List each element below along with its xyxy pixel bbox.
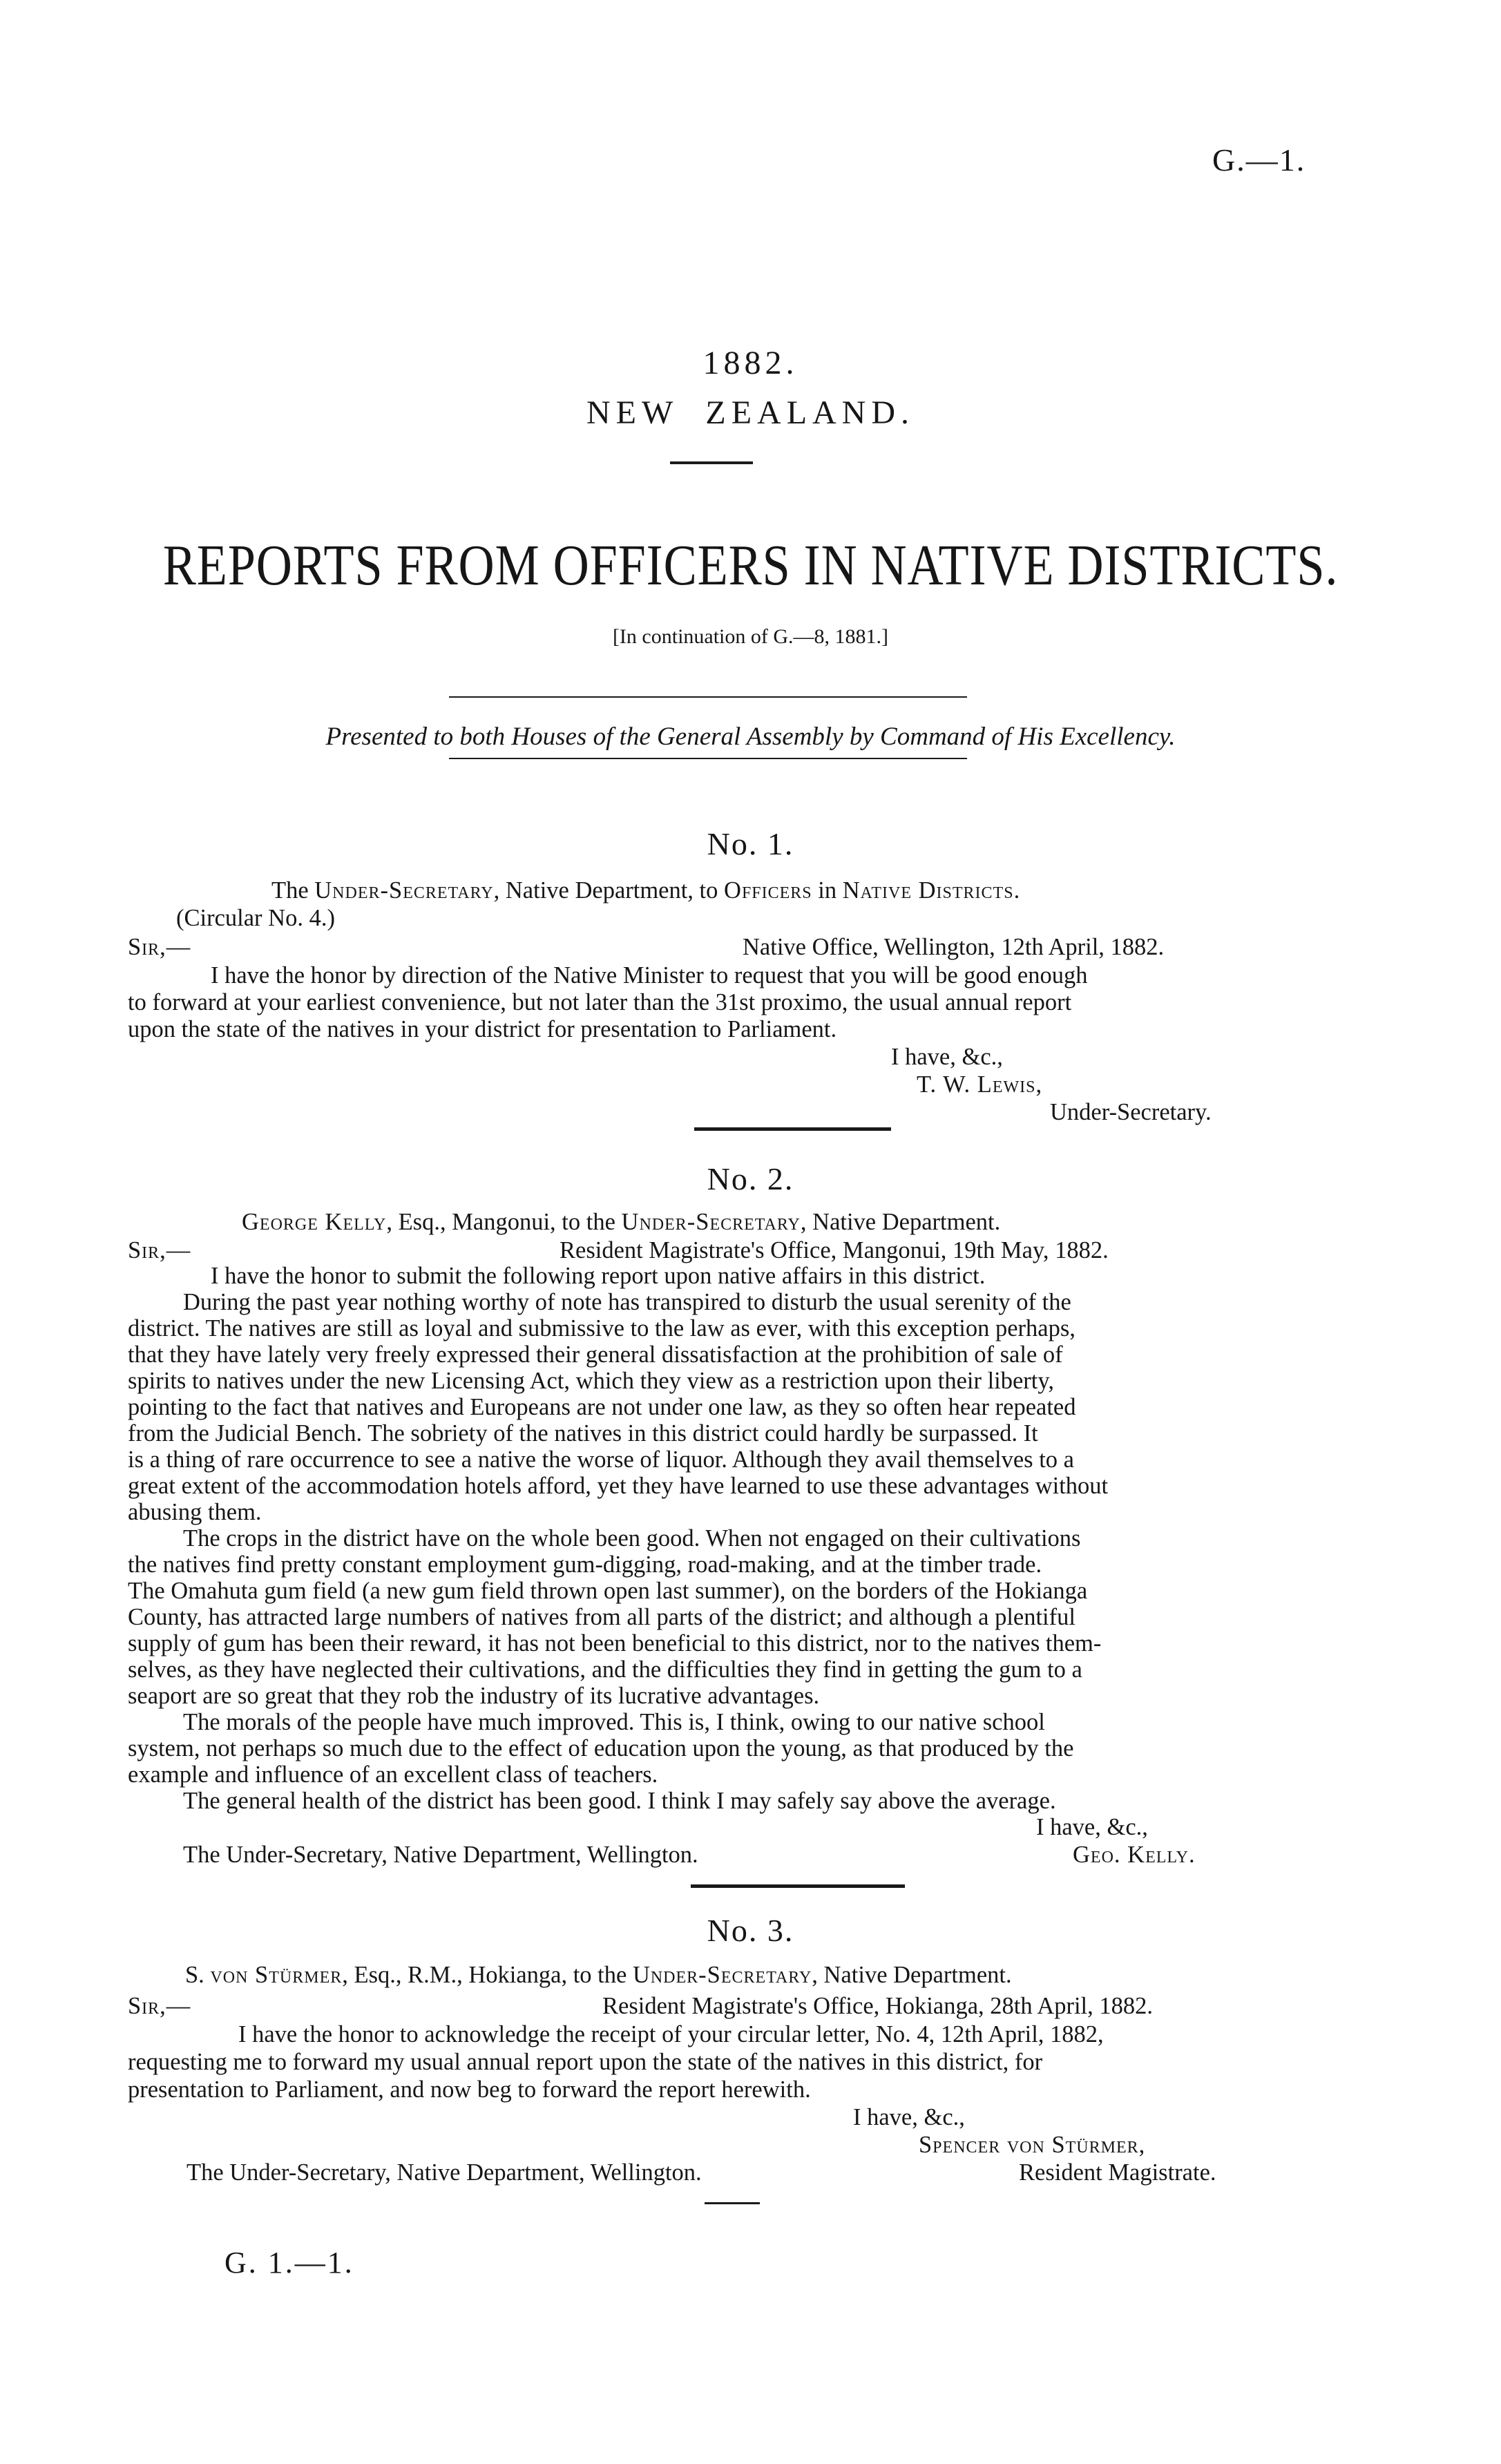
no3-body-line: requesting me to forward my usual annual report upon the state of the natives in this district, for	[128, 2049, 1043, 2075]
no3-number: No. 3.	[707, 1913, 794, 1948]
no2-body-line: I have the honor to submit the following report upon native affairs in this district.	[211, 1263, 986, 1289]
no2-signer: Geo. Kelly.	[1073, 1842, 1196, 1868]
no1-heading: The Under-Secretary, Native Department, to Officers in Native Districts.	[271, 877, 1020, 904]
no2-body-line: County, has attracted large numbers of natives from all parts of the district; and although a plentiful	[128, 1604, 1075, 1630]
no1-number: No. 1.	[707, 826, 794, 861]
header-divider	[670, 461, 753, 464]
no2-date-line: Resident Magistrate's Office, Mangonui, 19th May, 1882.	[560, 1237, 1109, 1263]
country-heading: NEW ZEALAND.	[586, 394, 915, 431]
no3-addressee: The Under-Secretary, Native Department, Wellington.	[187, 2159, 702, 2186]
title-divider	[449, 696, 967, 698]
no2-body-line: that they have lately very freely expressed their general dissatisfaction at the prohibition of sale of	[128, 1341, 1063, 1368]
no2-number: No. 2.	[707, 1161, 794, 1196]
no2-body-line: the natives find pretty constant employment gum-digging, road-making, and at the timber trade.	[128, 1551, 1042, 1578]
no2-body-line: spirits to natives under the new Licensing Act, which they view as a restriction upon their liberty,	[128, 1368, 1055, 1394]
no2-body-line: During the past year nothing worthy of note has transpired to disturb the usual serenity of the	[183, 1289, 1071, 1315]
no1-closing: I have, &c.,	[891, 1044, 1003, 1070]
continuation-note: [In continuation of G.—8, 1881.]	[612, 625, 889, 648]
no3-heading: S. von Stürmer, Esq., R.M., Hokianga, to the Under-Secretary, Native Department.	[185, 1962, 1012, 1988]
page-title: REPORTS FROM OFFICERS IN NATIVE DISTRICTS.	[162, 533, 1339, 598]
presented-line: Presented to both Houses of the General Assembly by Command of His Excellency.	[325, 723, 1176, 751]
no2-body-line: example and influence of an excellent class of teachers.	[128, 1761, 658, 1788]
no2-heading: George Kelly, Esq., Mangonui, to the Under-Secretary, Native Department.	[242, 1209, 1001, 1235]
no3-signer-title: Resident Magistrate.	[1019, 2159, 1216, 2186]
no3-signer: Spencer von Stürmer,	[919, 2132, 1146, 2158]
no1-body-line: to forward at your earliest convenience, but not later than the 31st proximo, the usual annual report	[128, 989, 1072, 1015]
no2-closing: I have, &c.,	[1036, 1814, 1148, 1840]
year: 1882.	[702, 345, 799, 381]
no2-body-line: The crops in the district have on the whole been good. When not engaged on their cultivations	[183, 1525, 1081, 1551]
no3-closing: I have, &c.,	[853, 2104, 965, 2130]
no3-date-line: Resident Magistrate's Office, Hokianga, 28th April, 1882.	[602, 1993, 1154, 2019]
no1-salutation: Sir,—	[128, 934, 191, 960]
page-reference: G.—1.	[1212, 142, 1306, 178]
no1-signer-title: Under-Secretary.	[1050, 1099, 1212, 1125]
no1-signer: T. W. Lewis,	[917, 1071, 1043, 1098]
no1-date-line: Native Office, Wellington, 12th April, 1882.	[743, 934, 1165, 960]
no2-body-line: The Omahuta gum field (a new gum field thrown open last summer), on the borders of the Hokianga	[128, 1578, 1088, 1604]
no2-body-line: is a thing of rare occurrence to see a native the worse of liquor. Although they avail themselves to a	[128, 1446, 1074, 1473]
printer-signature-mark: G. 1.—1.	[224, 2246, 354, 2280]
no2-body-line: system, not perhaps so much due to the effect of education upon the young, as that produced by the	[128, 1735, 1074, 1761]
no3-salutation: Sir,—	[128, 1993, 191, 2019]
no2-body-line: pointing to the fact that natives and Europeans are not under one law, as they so often hear repeated	[128, 1394, 1076, 1420]
no2-body-line: district. The natives are still as loyal and submissive to the law as ever, with this exception perhaps,	[128, 1315, 1075, 1341]
end-divider	[705, 2202, 760, 2204]
no2-body-line: from the Judicial Bench. The sobriety of the natives in this district could hardly be surpassed. It	[128, 1420, 1038, 1446]
no1-circular: (Circular No. 4.)	[176, 905, 335, 931]
no2-body-line: seaport are so great that they rob the industry of its lucrative advantages.	[128, 1683, 820, 1709]
no2-body-line: abusing them.	[128, 1499, 262, 1525]
section-divider	[694, 1127, 891, 1131]
no1-body-line: I have the honor by direction of the Native Minister to request that you will be good enough	[211, 962, 1088, 989]
presented-divider	[449, 758, 967, 759]
no2-body-line: supply of gum has been their reward, it has not been beneficial to this district, nor to the natives them-	[128, 1630, 1102, 1656]
no1-body-line: upon the state of the natives in your district for presentation to Parliament.	[128, 1016, 837, 1042]
no2-body-line: great extent of the accommodation hotels afford, yet they have learned to use these advantages without	[128, 1473, 1109, 1499]
no2-addressee: The Under-Secretary, Native Department, Wellington.	[183, 1842, 698, 1868]
no2-body-line: The general health of the district has been good. I think I may safely say above the average.	[183, 1788, 1056, 1814]
no2-salutation: Sir,—	[128, 1237, 191, 1263]
no2-body-line: The morals of the people have much improved. This is, I think, owing to our native school	[183, 1709, 1045, 1735]
no2-body-line: selves, as they have neglected their cultivations, and the difficulties they find in getting the gum to a	[128, 1656, 1082, 1683]
no3-body-line: presentation to Parliament, and now beg to forward the report herewith.	[128, 2076, 811, 2103]
no3-body-line: I have the honor to acknowledge the receipt of your circular letter, No. 4, 12th April, 1882,	[238, 2021, 1104, 2047]
section-divider	[691, 1884, 905, 1888]
